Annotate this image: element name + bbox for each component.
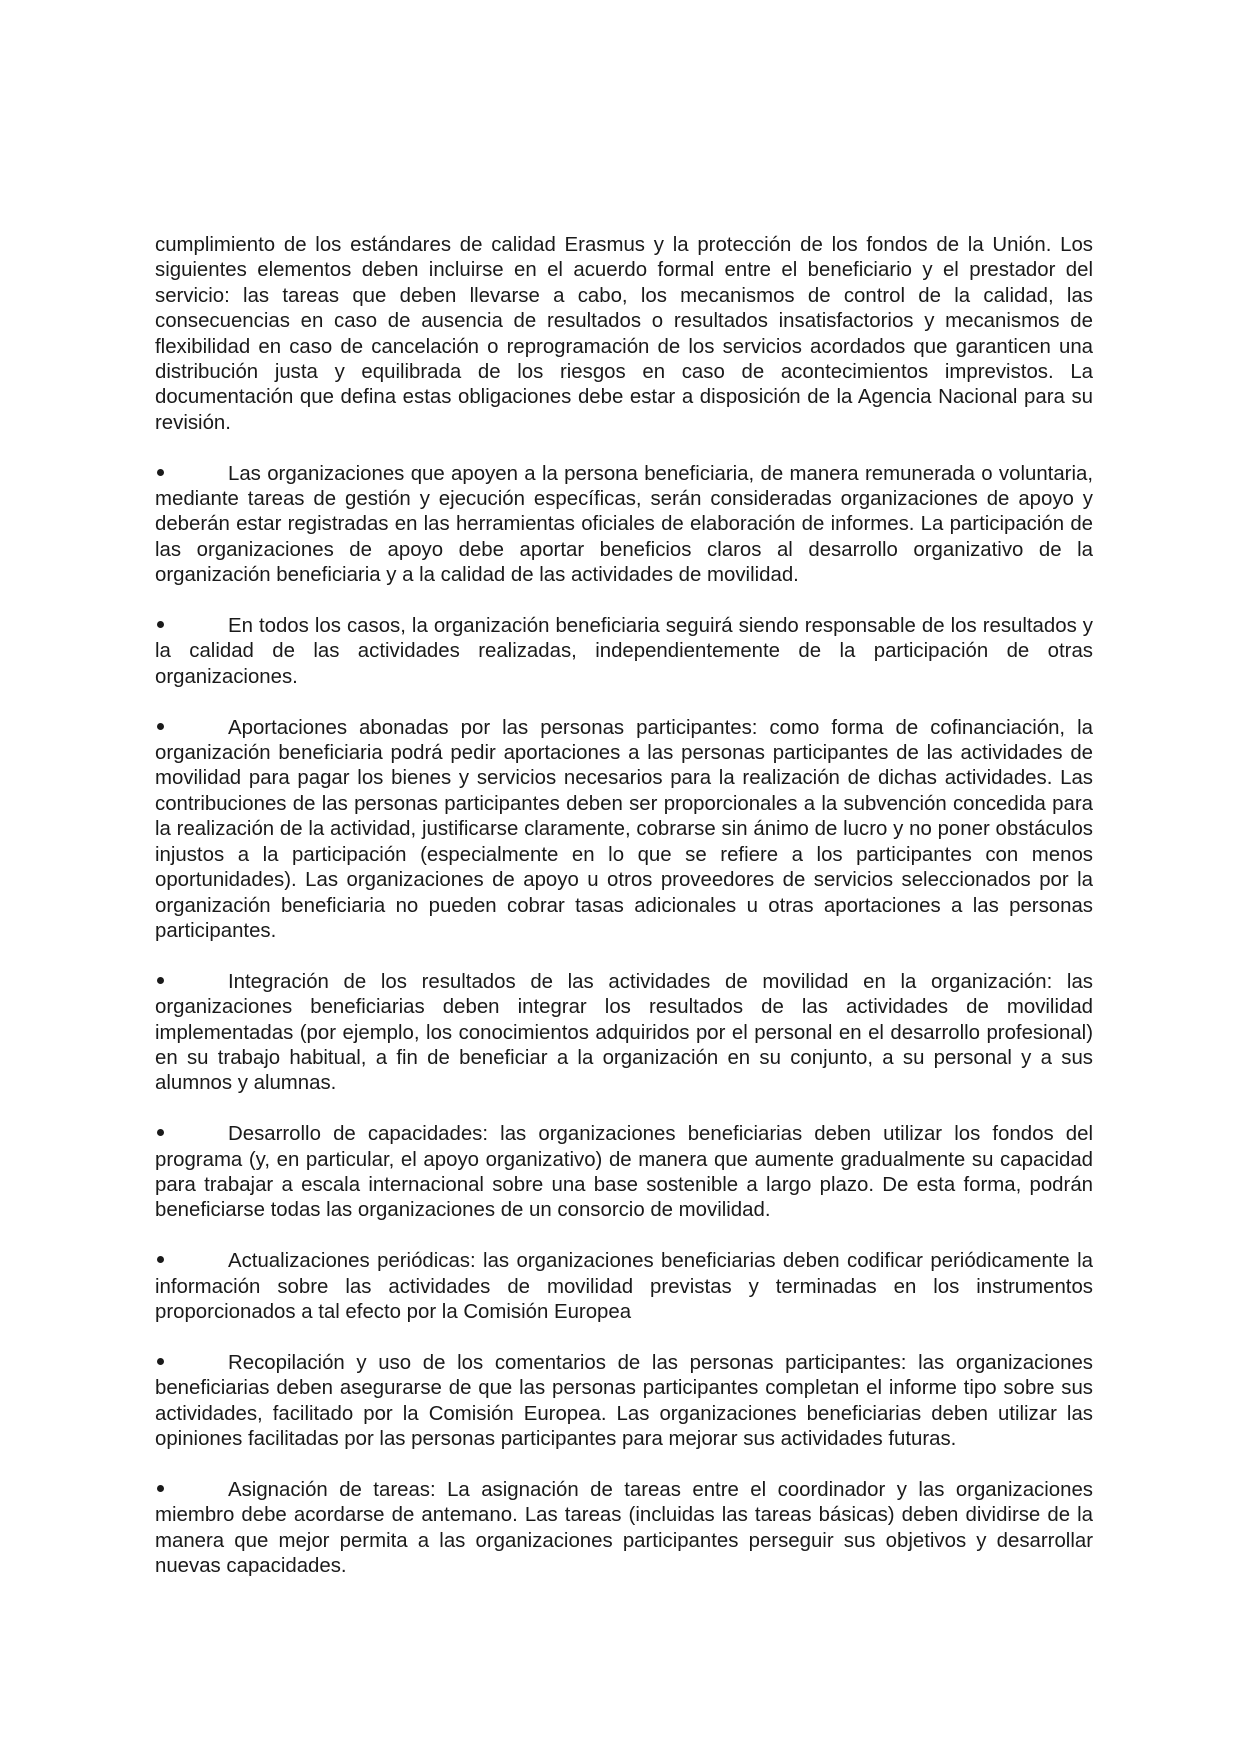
bullet-text: Desarrollo de capacidades: las organizaciones beneficiarias deben utilizar los fondos del programa (y, en particular, el apoyo organizativo) de manera que aumente gradualmente su capacidad para trabajar a escala internacional sobre una base sostenible a largo plazo. De esta forma, podrán beneficiarse todas las organizaciones de un consorcio de movilidad. <box>155 1123 1093 1222</box>
bullet-paragraph-5 <box>155 1122 1093 1224</box>
bullet-icon <box>155 1478 228 1503</box>
bullet-text: Las organizaciones que apoyen a la persona beneficiaria, de manera remunerada o voluntaria, mediante tareas de gestión y ejecución específicas, serán consideradas organizaciones de apoyo y deberán estar registradas en las herramientas oficiales de elaboración de informes. La participación de las organizaciones de apoyo debe aportar beneficios claros al desarrollo organizativo de la organización beneficiaria y a la calidad de las actividades de movilidad. <box>155 462 1093 587</box>
bullet-text: Asignación de tareas: La asignación de tareas entre el coordinador y las organizaciones miembro debe acordarse de antemano. Las tareas (incluidas las tareas básicas) deben dividirse de la manera que mejor permita a las organizaciones participantes perseguir sus objetivos y desarrollar nuevas capacidades. <box>155 1478 1093 1577</box>
bullet-icon <box>155 462 228 487</box>
bullet-paragraph-6 <box>155 1249 1093 1325</box>
bullet-paragraph-7 <box>155 1351 1093 1453</box>
bullet-paragraph-1 <box>155 462 1093 589</box>
bullet-icon <box>155 614 228 639</box>
bullet-icon <box>155 716 228 741</box>
intro-paragraph: cumplimiento de los estándares de calidad Erasmus y la protección de los fondos de la Unión. Los siguientes elementos deben incluirse en el acuerdo formal entre el beneficiario y el prestador del servicio: las tareas que deben llevarse a cabo, los mecanismos de control de la calidad, las consecuencias en caso de ausencia de resultados o resultados insatisfactorios y mecanismos de flexibilidad en caso de cancelación o reprogramación de los servicios acordados que garanticen una distribución justa y equilibrada de los riesgos en caso de acontecimientos imprevistos. La documentación que defina estas obligaciones debe estar a disposición de la Agencia Nacional para su revisión. <box>155 234 1093 434</box>
bullet-paragraph-8 <box>155 1478 1093 1580</box>
bullet-text: Aportaciones abonadas por las personas participantes: como forma de cofinanciación, la organización beneficiaria podrá pedir aportaciones a las personas participantes de las actividades de movilidad para pagar los bienes y servicios necesarios para la realización de dichas actividades. Las contribuciones de las personas participantes deben ser proporcionales a la subvención concedida para la realización de la actividad, justificarse claramente, cobrarse sin ánimo de lucro y no poner obstáculos injustos a la participación (especialmente en lo que se refiere a los participantes con menos oportunidades). Las organizaciones de apoyo u otros proveedores de servicios seleccionados por la organización beneficiaria no pueden cobrar tasas adicionales u otras aportaciones a las personas participantes. <box>155 716 1093 942</box>
bullet-text: Integración de los resultados de las actividades de movilidad en la organización: las organizaciones beneficiarias deben integrar los resultados de las actividades de movilidad implementadas (por ejemplo, los conocimientos adquiridos por el personal en el desarrollo profesional) en su trabajo habitual, a fin de beneficiar a la organización en su conjunto, a su personal y a sus alumnos y alumnas. <box>155 970 1093 1095</box>
bullet-text: Recopilación y uso de los comentarios de las personas participantes: las organizaciones beneficiarias deben asegurarse de que las personas participantes completan el informe tipo sobre sus actividades, facilitado por la Comisión Europea. Las organizaciones beneficiarias deben utilizar las opiniones facilitadas por las personas participantes para mejorar sus actividades futuras. <box>155 1351 1093 1450</box>
bullet-paragraph-2 <box>155 614 1093 690</box>
bullet-text: Actualizaciones periódicas: las organizaciones beneficiarias deben codificar periódicamente la información sobre las actividades de movilidad previstas y terminadas en los instrumentos proporcionados a tal efecto por la Comisión Europea <box>155 1250 1093 1323</box>
bullet-paragraph-4 <box>155 970 1093 1097</box>
bullet-icon <box>155 1122 228 1147</box>
bullet-icon <box>155 1249 228 1274</box>
bullet-icon <box>155 1351 228 1376</box>
bullet-text: En todos los casos, la organización beneficiaria seguirá siendo responsable de los resultados y la calidad de las actividades realizadas, independientemente de la participación de otras organizaciones. <box>155 615 1093 688</box>
bullet-paragraph-3 <box>155 716 1093 945</box>
document-page <box>155 233 1093 1605</box>
bullet-icon <box>155 970 228 995</box>
